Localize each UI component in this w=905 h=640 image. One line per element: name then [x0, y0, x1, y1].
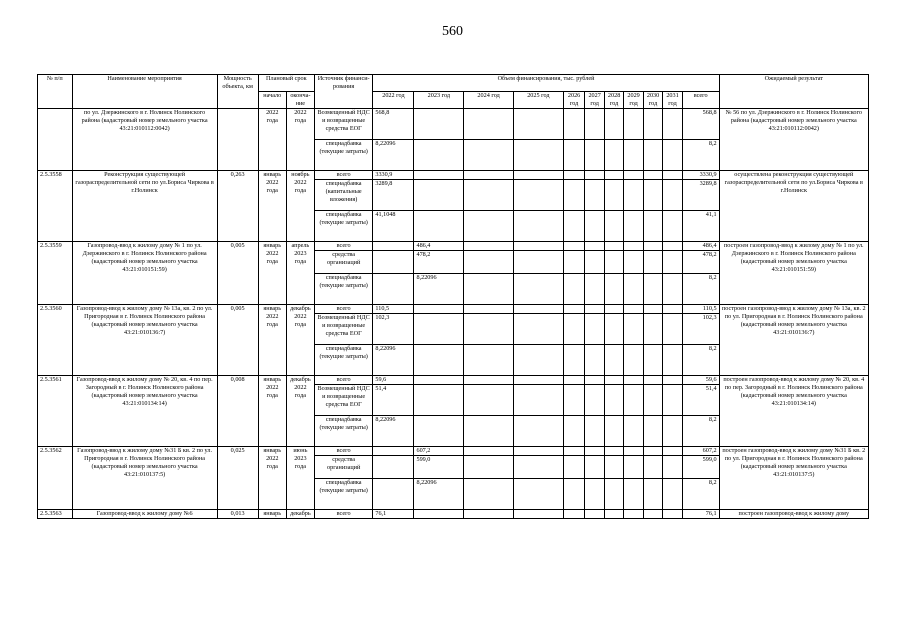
amount-empty [464, 211, 514, 242]
amount-total: 8,2 [682, 479, 719, 510]
amount-empty [514, 416, 564, 447]
measure-name: Газопровод-ввод к жилому дому №31 Б кв. 2 по ул. Пригородная в г. Нолинск Нолинского района (кадастровый номер земельного участка 43:21:010137:5) [72, 447, 217, 510]
expected-result: построен газопровод-ввод к жилому дому [719, 510, 868, 519]
amount-empty [663, 314, 682, 345]
amount-2023 [414, 211, 464, 242]
capacity-value: 0,008 [217, 376, 258, 447]
amount-empty [624, 456, 643, 479]
amount-empty [643, 479, 662, 510]
amount-empty [563, 251, 585, 274]
amount-empty [604, 456, 623, 479]
start-date: январь 2022 года [258, 242, 286, 305]
header-planned: Плановый срок [258, 75, 314, 92]
amount-2023 [414, 171, 464, 180]
amount-empty [563, 274, 585, 305]
amount-empty [585, 416, 604, 447]
amount-2022: 3289,8 [373, 180, 414, 211]
amount-empty [663, 171, 682, 180]
measure-name: Газопровод-ввод к жилому дому № 20, кв. 4 по пер. Загородный в г. Нолинск Нолинского района (кадастровый номер земельного участка 43:21:010134:14) [72, 376, 217, 447]
amount-empty [643, 274, 662, 305]
end-date: декабрь 2022 года [286, 305, 314, 376]
funding-source: средства организаций [314, 251, 372, 274]
funding-source: спецнадбавка (текущие затраты) [314, 345, 372, 376]
amount-empty [604, 140, 623, 171]
amount-empty [663, 376, 682, 385]
amount-empty [563, 385, 585, 416]
amount-empty [604, 385, 623, 416]
header-year: 2027 год [585, 92, 604, 109]
amount-empty [624, 251, 643, 274]
amount-empty [663, 274, 682, 305]
amount-empty [624, 447, 643, 456]
amount-empty [464, 416, 514, 447]
amount-empty [514, 305, 564, 314]
amount-empty [563, 345, 585, 376]
amount-empty [514, 274, 564, 305]
table-row [38, 447, 869, 456]
funding-source: всего [314, 510, 372, 519]
amount-total: 102,3 [682, 314, 719, 345]
amount-empty [464, 510, 514, 519]
table-row [38, 109, 869, 140]
amount-empty [514, 447, 564, 456]
header-year: 2031 год [663, 92, 682, 109]
amount-empty [663, 479, 682, 510]
end-date: 2022 года [286, 109, 314, 171]
amount-empty [604, 109, 623, 140]
funding-source: спецнадбавка (текущие затраты) [314, 211, 372, 242]
amount-empty [643, 251, 662, 274]
funding-source: Возмещенный НДС и возвращенные средства ЕОГ [314, 314, 372, 345]
amount-2023 [414, 314, 464, 345]
start-date: январь 2022 года [258, 305, 286, 376]
amount-2022: 51,4 [373, 385, 414, 416]
amount-total: 478,2 [682, 251, 719, 274]
header-result: Ожидаемый результат [719, 75, 868, 109]
amount-2023 [414, 109, 464, 140]
amount-2022: 8,22096 [373, 140, 414, 171]
amount-total: 607,2 [682, 447, 719, 456]
amount-empty [563, 109, 585, 140]
amount-empty [624, 479, 643, 510]
amount-empty [464, 242, 514, 251]
amount-empty [624, 180, 643, 211]
header-year: 2028 год [604, 92, 623, 109]
funding-source: спецнадбавка (текущие затраты) [314, 416, 372, 447]
amount-empty [604, 180, 623, 211]
header-start: начало [258, 92, 286, 109]
amount-empty [514, 242, 564, 251]
header-year: 2029 год [624, 92, 643, 109]
amount-empty [585, 180, 604, 211]
amount-empty [624, 416, 643, 447]
amount-empty [604, 416, 623, 447]
header-name: Наименование мероприятия [72, 75, 217, 109]
amount-empty [624, 140, 643, 171]
amount-empty [514, 456, 564, 479]
amount-empty [643, 305, 662, 314]
expected-result: № 56 по ул. Дзержинского в г. Нолинск Нолинского района (кадастровый номер земельного участка 43:21:010112:0042) [719, 109, 868, 171]
amount-empty [464, 140, 514, 171]
amount-empty [604, 251, 623, 274]
amount-empty [464, 479, 514, 510]
amount-empty [604, 447, 623, 456]
amount-empty [624, 109, 643, 140]
amount-empty [624, 345, 643, 376]
amount-empty [563, 416, 585, 447]
amount-empty [514, 251, 564, 274]
amount-empty [643, 242, 662, 251]
end-date: декабрь 2022 года [286, 376, 314, 447]
amount-empty [624, 211, 643, 242]
measure-name: по ул. Дзержинского в г. Нолинск Нолинского района (кадастровый номер земельного участка 43:21:010112:0042) [72, 109, 217, 171]
amount-empty [585, 376, 604, 385]
amount-2023: 486,4 [414, 242, 464, 251]
row-number: 2.5.3558 [38, 171, 73, 242]
amount-empty [604, 314, 623, 345]
measure-name: Газопровод-ввод к жилому дому № 1 по ул. Дзержинского в г. Нолинск Нолинского района (кадастровый номер земельного участка 43:21:010151:59) [72, 242, 217, 305]
amount-2023 [414, 180, 464, 211]
amount-empty [663, 416, 682, 447]
amount-empty [624, 242, 643, 251]
funding-source: средства организаций [314, 456, 372, 479]
amount-2022: 102,3 [373, 314, 414, 345]
amount-empty [604, 305, 623, 314]
amount-total: 59,6 [682, 376, 719, 385]
amount-empty [604, 479, 623, 510]
amount-empty [464, 456, 514, 479]
amount-empty [464, 251, 514, 274]
amount-empty [464, 171, 514, 180]
table-row [38, 376, 869, 385]
amount-2022: 76,1 [373, 510, 414, 519]
measure-name: Реконструкция существующей газораспределительной сети по ул.Бориса Чиркова в г.Нолинск [72, 171, 217, 242]
start-date: январь 2022 года [258, 447, 286, 510]
amount-empty [514, 314, 564, 345]
amount-empty [585, 305, 604, 314]
amount-empty [663, 447, 682, 456]
header-num: № п/п [38, 75, 73, 109]
end-date: декабрь [286, 510, 314, 519]
page-number: 560 [442, 24, 463, 39]
amount-total: 599,0 [682, 456, 719, 479]
funding-source: Возмещенный НДС и возвращенные средства ЕОГ [314, 385, 372, 416]
amount-2023 [414, 385, 464, 416]
table-row [38, 305, 869, 314]
amount-empty [643, 456, 662, 479]
amount-2022 [373, 251, 414, 274]
table-row [38, 171, 869, 180]
amount-2022 [373, 456, 414, 479]
amount-empty [643, 314, 662, 345]
row-number: 2.5.3561 [38, 376, 73, 447]
table-row [38, 242, 869, 251]
funding-source: всего [314, 171, 372, 180]
amount-empty [514, 479, 564, 510]
amount-empty [585, 447, 604, 456]
header-total: всего [682, 92, 719, 109]
header-year: 2030 год [643, 92, 662, 109]
amount-2022: 110,5 [373, 305, 414, 314]
table-row [38, 510, 869, 519]
amount-2023 [414, 305, 464, 314]
amount-2022: 41,1048 [373, 211, 414, 242]
header-volume: Объем финансирования, тыс. рублей [373, 75, 719, 92]
amount-empty [663, 242, 682, 251]
amount-2022 [373, 447, 414, 456]
amount-empty [563, 510, 585, 519]
funding-source: спецнадбавка (капитальные вложения) [314, 180, 372, 211]
amount-empty [585, 456, 604, 479]
amount-empty [663, 140, 682, 171]
amount-2023: 8,22096 [414, 479, 464, 510]
amount-2022: 8,22096 [373, 345, 414, 376]
amount-empty [604, 376, 623, 385]
amount-empty [514, 345, 564, 376]
row-number: 2.5.3563 [38, 510, 73, 519]
end-date: апрель 2023 года [286, 242, 314, 305]
amount-total: 110,5 [682, 305, 719, 314]
amount-empty [464, 314, 514, 345]
row-number: 2.5.3560 [38, 305, 73, 376]
amount-total: 8,2 [682, 274, 719, 305]
amount-empty [464, 376, 514, 385]
amount-empty [585, 385, 604, 416]
funding-source: всего [314, 305, 372, 314]
amount-2022: 3330,9 [373, 171, 414, 180]
header-year: 2025 год [514, 92, 564, 109]
amount-2022 [373, 242, 414, 251]
funding-source: всего [314, 242, 372, 251]
amount-2022: 568,8 [373, 109, 414, 140]
amount-empty [563, 171, 585, 180]
amount-empty [563, 305, 585, 314]
amount-empty [585, 274, 604, 305]
amount-empty [514, 140, 564, 171]
header-source: Источник финанси-рования [314, 75, 372, 109]
amount-empty [663, 109, 682, 140]
amount-empty [624, 385, 643, 416]
amount-2023: 607,2 [414, 447, 464, 456]
amount-empty [624, 314, 643, 345]
amount-empty [464, 274, 514, 305]
amount-2023: 478,2 [414, 251, 464, 274]
start-date: январь 2022 года [258, 376, 286, 447]
amount-empty [643, 180, 662, 211]
amount-total: 8,2 [682, 140, 719, 171]
measure-name: Газопровод-ввод к жилому дому №6 [72, 510, 217, 519]
funding-source: Возмещенный НДС и возвращенные средства ЕОГ [314, 109, 372, 140]
amount-empty [563, 180, 585, 211]
amount-empty [464, 447, 514, 456]
amount-empty [604, 242, 623, 251]
amount-empty [643, 140, 662, 171]
row-number: 2.5.3559 [38, 242, 73, 305]
amount-total: 3330,9 [682, 171, 719, 180]
amount-empty [585, 211, 604, 242]
amount-empty [563, 479, 585, 510]
amount-empty [643, 345, 662, 376]
amount-empty [663, 385, 682, 416]
amount-empty [663, 456, 682, 479]
amount-empty [585, 140, 604, 171]
amount-total: 568,8 [682, 109, 719, 140]
amount-empty [643, 416, 662, 447]
amount-2023 [414, 376, 464, 385]
amount-empty [624, 510, 643, 519]
amount-empty [514, 385, 564, 416]
amount-empty [604, 274, 623, 305]
header-year: 2024 год [464, 92, 514, 109]
amount-empty [604, 211, 623, 242]
amount-empty [624, 171, 643, 180]
capacity-value: 0,263 [217, 171, 258, 242]
amount-empty [585, 314, 604, 345]
amount-empty [643, 171, 662, 180]
amount-empty [585, 242, 604, 251]
capacity-value: 0,013 [217, 510, 258, 519]
header-capacity: Мощность объекта, км [217, 75, 258, 109]
amount-empty [464, 180, 514, 211]
amount-empty [663, 305, 682, 314]
capacity-value: 0,005 [217, 305, 258, 376]
amount-empty [514, 109, 564, 140]
amount-empty [585, 345, 604, 376]
header-year: 2022 год [373, 92, 414, 109]
amount-empty [464, 109, 514, 140]
amount-2023: 599,0 [414, 456, 464, 479]
expected-result: осуществлена реконструкция существующей газораспределительной сети по ул.Бориса Чиркова в г.Нолинск [719, 171, 868, 242]
expected-result: построен газопровод-ввод к жилому дому № 20, кв. 4 по пер. Загородный в г. Нолинск Нолинского района (кадастровый номер земельного участка 43:21:010134:14) [719, 376, 868, 447]
financing-table [37, 74, 869, 519]
amount-total: 486,4 [682, 242, 719, 251]
capacity-value: 0,005 [217, 242, 258, 305]
amount-empty [585, 251, 604, 274]
amount-empty [514, 180, 564, 211]
funding-source: спецнадбавка (текущие затраты) [314, 274, 372, 305]
amount-2023 [414, 416, 464, 447]
row-number: 2.5.3562 [38, 447, 73, 510]
measure-name: Газопровод-ввод к жилому дому № 13а, кв. 2 по ул. Пригородная в г. Нолинск Нолинского района (кадастровый номер земельного участка 43:21:010136:7) [72, 305, 217, 376]
amount-empty [514, 510, 564, 519]
amount-empty [663, 510, 682, 519]
amount-empty [624, 305, 643, 314]
amount-empty [663, 180, 682, 211]
amount-2023 [414, 345, 464, 376]
amount-empty [643, 109, 662, 140]
capacity-value: 0,025 [217, 447, 258, 510]
amount-total: 76,1 [682, 510, 719, 519]
amount-2023: 8,22096 [414, 274, 464, 305]
table-body [38, 109, 869, 519]
amount-empty [585, 510, 604, 519]
amount-2022: 8,22096 [373, 416, 414, 447]
funding-source: всего [314, 376, 372, 385]
header-year: 2023 год [414, 92, 464, 109]
amount-empty [563, 456, 585, 479]
end-date: июнь 2023 года [286, 447, 314, 510]
amount-empty [585, 109, 604, 140]
amount-empty [514, 376, 564, 385]
amount-2023 [414, 140, 464, 171]
amount-empty [464, 345, 514, 376]
start-date: январь [258, 510, 286, 519]
end-date: ноябрь 2022 года [286, 171, 314, 242]
amount-empty [624, 274, 643, 305]
amount-empty [514, 171, 564, 180]
amount-2022: 59,6 [373, 376, 414, 385]
amount-empty [563, 376, 585, 385]
start-date: январь 2022 года [258, 171, 286, 242]
funding-source: спецнадбавка (текущие затраты) [314, 479, 372, 510]
amount-total: 41,1 [682, 211, 719, 242]
funding-source: спецнадбавка (текущие затраты) [314, 140, 372, 171]
amount-empty [643, 376, 662, 385]
capacity-value [217, 109, 258, 171]
amount-empty [663, 251, 682, 274]
amount-total: 3289,8 [682, 180, 719, 211]
funding-source: всего [314, 447, 372, 456]
amount-empty [464, 385, 514, 416]
header-end: оконча-ние [286, 92, 314, 109]
amount-empty [464, 305, 514, 314]
start-date: 2022 года [258, 109, 286, 171]
row-number [38, 109, 73, 171]
header-year: 2026 год [563, 92, 585, 109]
amount-empty [643, 447, 662, 456]
amount-total: 51,4 [682, 385, 719, 416]
amount-empty [563, 447, 585, 456]
amount-empty [663, 345, 682, 376]
amount-empty [563, 314, 585, 345]
amount-empty [604, 171, 623, 180]
amount-2022 [373, 479, 414, 510]
expected-result: построен газопровод-ввод к жилому дому № 1 по ул. Дзержинского в г. Нолинск Нолинского района (кадастровый номер земельного участка 43:21:010151:59) [719, 242, 868, 305]
amount-empty [624, 376, 643, 385]
amount-total: 8,2 [682, 345, 719, 376]
amount-empty [643, 510, 662, 519]
amount-total: 8,2 [682, 416, 719, 447]
amount-empty [643, 211, 662, 242]
amount-empty [585, 479, 604, 510]
amount-empty [604, 345, 623, 376]
amount-empty [663, 211, 682, 242]
amount-empty [563, 242, 585, 251]
amount-empty [514, 211, 564, 242]
amount-empty [604, 510, 623, 519]
amount-empty [643, 385, 662, 416]
expected-result: построен газопровод-ввод к жилому дому №31 Б кв. 2 по ул. Пригородная в г. Нолинск Нолинского района (кадастровый номер земельного участка 43:21:010137:5) [719, 447, 868, 510]
expected-result: построен газопровод-ввод к жилому дому № 13а, кв. 2 по ул. Пригородная в г. Нолинск Нолинского района (кадастровый номер земельного участка 43:21:010136:7) [719, 305, 868, 376]
amount-empty [563, 211, 585, 242]
amount-empty [585, 171, 604, 180]
amount-2023 [414, 510, 464, 519]
amount-2022 [373, 274, 414, 305]
amount-empty [563, 140, 585, 171]
